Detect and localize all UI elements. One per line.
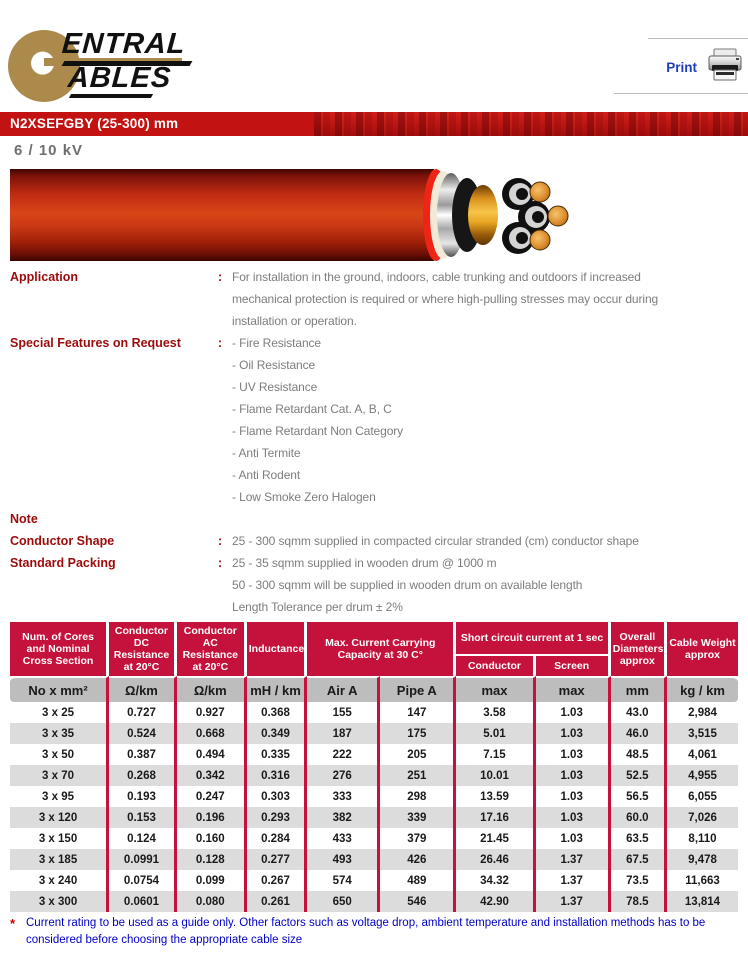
application-section bbox=[10, 266, 740, 332]
table-cell: 13.59 bbox=[456, 786, 535, 807]
table-cell: 0.124 bbox=[109, 828, 177, 849]
table-cell: 1.37 bbox=[536, 891, 611, 912]
feature-item: - Anti Termite bbox=[232, 446, 301, 460]
table-cell: 0.193 bbox=[109, 786, 177, 807]
col-header-ac-resistance: Conductor AC Resistance at 20°C bbox=[177, 622, 247, 676]
col-header-max-current: Max. Current Carrying Capacity at 30 C° bbox=[307, 622, 456, 676]
table-cell: 0.668 bbox=[177, 723, 247, 744]
table-cell: 433 bbox=[307, 828, 380, 849]
application-line: For installation in the ground, indoors, cable trunking and outdoors if increased bbox=[232, 270, 641, 284]
note-label: Note bbox=[10, 512, 38, 526]
product-title: N2XSEFGBY (25-300) mm bbox=[10, 116, 179, 131]
special-features-label: Special Features on Request bbox=[10, 336, 181, 350]
table-cell: 0.316 bbox=[247, 765, 307, 786]
table-row bbox=[10, 849, 738, 870]
table-cell: 0.128 bbox=[177, 849, 247, 870]
table-cell: 0.335 bbox=[247, 744, 307, 765]
feature-item: - UV Resistance bbox=[232, 380, 318, 394]
subheader-conductor: Conductor bbox=[456, 656, 535, 676]
table-cell: 0.247 bbox=[177, 786, 247, 807]
table-cell: 650 bbox=[307, 891, 380, 912]
table-cell: 8,110 bbox=[667, 828, 738, 849]
table-cell: 0.387 bbox=[109, 744, 177, 765]
unit-cell: mH / km bbox=[247, 676, 307, 702]
table-row bbox=[10, 702, 738, 723]
standard-packing-label: Standard Packing bbox=[10, 556, 116, 570]
colon: : bbox=[218, 270, 223, 284]
table-row bbox=[10, 870, 738, 891]
col-header-cable-weight: Cable Weight approx bbox=[667, 622, 738, 676]
table-cell: 3 x 300 bbox=[10, 891, 109, 912]
table-cell: 42.90 bbox=[456, 891, 535, 912]
printer-icon bbox=[706, 48, 744, 87]
subheader-screen: Screen bbox=[536, 656, 611, 676]
table-cell: 0.261 bbox=[247, 891, 307, 912]
spec-sections bbox=[10, 266, 740, 618]
table-row bbox=[10, 828, 738, 849]
logo-text-ables: ABLES bbox=[66, 62, 173, 94]
table-cell: 73.5 bbox=[611, 870, 667, 891]
units-row bbox=[10, 676, 738, 702]
application-text bbox=[232, 266, 740, 332]
feature-item: - Flame Retardant Cat. A, B, C bbox=[232, 402, 392, 416]
table-cell: 7.15 bbox=[456, 744, 535, 765]
table-cell: 56.5 bbox=[611, 786, 667, 807]
table-cell: 1.03 bbox=[536, 807, 611, 828]
table-cell: 1.03 bbox=[536, 702, 611, 723]
table-cell: 0.293 bbox=[247, 807, 307, 828]
col-header-dc-resistance: Conductor DC Resistance at 20°C bbox=[109, 622, 177, 676]
colon: : bbox=[218, 556, 223, 570]
table-cell: 0.284 bbox=[247, 828, 307, 849]
table-cell: 67.5 bbox=[611, 849, 667, 870]
unit-cell: max bbox=[456, 676, 535, 702]
table-cell: 52.5 bbox=[611, 765, 667, 786]
table-cell: 3 x 35 bbox=[10, 723, 109, 744]
table-cell: 222 bbox=[307, 744, 380, 765]
table-cell: 493 bbox=[307, 849, 380, 870]
table-cell: 3 x 120 bbox=[10, 807, 109, 828]
table-cell: 0.727 bbox=[109, 702, 177, 723]
table-cell: 339 bbox=[380, 807, 456, 828]
cable-data-table bbox=[10, 622, 738, 912]
colon: : bbox=[218, 534, 223, 548]
table-cell: 382 bbox=[307, 807, 380, 828]
table-cell: 6,055 bbox=[667, 786, 738, 807]
table-cell: 3.58 bbox=[456, 702, 535, 723]
feature-item: - Fire Resistance bbox=[232, 336, 321, 350]
application-line: installation or operation. bbox=[232, 314, 357, 328]
table-row bbox=[10, 786, 738, 807]
feature-item: - Low Smoke Zero Halogen bbox=[232, 490, 376, 504]
table-cell: 4,061 bbox=[667, 744, 738, 765]
colon: : bbox=[218, 336, 223, 350]
logo-underline-2 bbox=[69, 94, 153, 98]
unit-cell: kg / km bbox=[667, 676, 738, 702]
unit-cell: Ω/km bbox=[177, 676, 247, 702]
table-row bbox=[10, 765, 738, 786]
table-cell: 43.0 bbox=[611, 702, 667, 723]
table-cell: 9,478 bbox=[667, 849, 738, 870]
table-cell: 3 x 240 bbox=[10, 870, 109, 891]
table-cell: 0.153 bbox=[109, 807, 177, 828]
packing-line: 25 - 35 sqmm supplied in wooden drum @ 1000 m bbox=[232, 556, 497, 570]
footnote-text bbox=[26, 915, 736, 949]
feature-item: - Flame Retardant Non Category bbox=[232, 424, 404, 438]
table-cell: 7,026 bbox=[667, 807, 738, 828]
table-cell: 3 x 150 bbox=[10, 828, 109, 849]
table-row bbox=[10, 891, 738, 912]
table-body bbox=[10, 702, 738, 912]
table-cell: 546 bbox=[380, 891, 456, 912]
table-cell: 2,984 bbox=[667, 702, 738, 723]
standard-packing-text bbox=[232, 552, 740, 618]
table-cell: 1.03 bbox=[536, 786, 611, 807]
conductor-shape-section bbox=[10, 530, 740, 552]
feature-item: - Oil Resistance bbox=[232, 358, 316, 372]
packing-line: Length Tolerance per drum ± 2% bbox=[232, 600, 403, 614]
table-cell: 63.5 bbox=[611, 828, 667, 849]
table-cell: 426 bbox=[380, 849, 456, 870]
table-cell: 1.03 bbox=[536, 723, 611, 744]
table-cell: 3 x 70 bbox=[10, 765, 109, 786]
print-button-label: Print bbox=[666, 60, 697, 75]
company-logo bbox=[8, 28, 218, 102]
feature-item: - Anti Rodent bbox=[232, 468, 301, 482]
table-cell: 0.0991 bbox=[109, 849, 177, 870]
table-cell: 0.160 bbox=[177, 828, 247, 849]
packing-line: 50 - 300 sqmm will be supplied in wooden drum on available length bbox=[232, 578, 583, 592]
table-cell: 3 x 25 bbox=[10, 702, 109, 723]
col-header-overall-diameter: Overall Diameters approx bbox=[611, 622, 667, 676]
product-title-bar bbox=[0, 112, 748, 136]
table-cell: 0.268 bbox=[109, 765, 177, 786]
table-cell: 34.32 bbox=[456, 870, 535, 891]
table-cell: 0.080 bbox=[177, 891, 247, 912]
table-cell: 3 x 185 bbox=[10, 849, 109, 870]
print-button[interactable] bbox=[666, 48, 744, 87]
footnote-line: considered before choosing the appropriate cable size bbox=[26, 934, 303, 946]
table-cell: 175 bbox=[380, 723, 456, 744]
col-header-inductance: Inductance bbox=[247, 622, 307, 676]
special-features-section bbox=[10, 332, 740, 508]
table-cell: 0.303 bbox=[247, 786, 307, 807]
unit-cell: No x mm² bbox=[10, 676, 109, 702]
table-cell: 0.196 bbox=[177, 807, 247, 828]
table-cell: 21.45 bbox=[456, 828, 535, 849]
table-cell: 0.927 bbox=[177, 702, 247, 723]
conductor-shape-text bbox=[232, 530, 740, 552]
table-cell: 251 bbox=[380, 765, 456, 786]
table-cell: 11,663 bbox=[667, 870, 738, 891]
cable-cross-section-image bbox=[10, 167, 588, 263]
note-section bbox=[10, 508, 740, 530]
table-cell: 46.0 bbox=[611, 723, 667, 744]
footnote bbox=[10, 915, 736, 949]
table-cell: 1.03 bbox=[536, 765, 611, 786]
table-cell: 0.494 bbox=[177, 744, 247, 765]
standard-packing-section bbox=[10, 552, 740, 618]
table-cell: 1.03 bbox=[536, 744, 611, 765]
table-cell: 574 bbox=[307, 870, 380, 891]
footnote-asterisk: * bbox=[10, 916, 16, 931]
table-cell: 1.37 bbox=[536, 849, 611, 870]
col-header-cores: Num. of Cores and Nominal Cross Section bbox=[10, 622, 109, 676]
table-cell: 0.267 bbox=[247, 870, 307, 891]
table-cell: 0.349 bbox=[247, 723, 307, 744]
table-row bbox=[10, 723, 738, 744]
application-label: Application bbox=[10, 270, 79, 284]
print-box-bottom-rule bbox=[614, 93, 748, 94]
table-cell: 3,515 bbox=[667, 723, 738, 744]
table-cell: 4,955 bbox=[667, 765, 738, 786]
print-box-top-rule bbox=[648, 38, 748, 39]
application-line: mechanical protection is required or where high-pulling stresses may occur during bbox=[232, 292, 659, 306]
table-cell: 205 bbox=[380, 744, 456, 765]
table-cell: 0.0754 bbox=[109, 870, 177, 891]
table-cell: 155 bbox=[307, 702, 380, 723]
table-cell: 379 bbox=[380, 828, 456, 849]
unit-cell: Ω/km bbox=[109, 676, 177, 702]
table-cell: 0.099 bbox=[177, 870, 247, 891]
table-cell: 489 bbox=[380, 870, 456, 891]
table-cell: 48.5 bbox=[611, 744, 667, 765]
table-cell: 5.01 bbox=[456, 723, 535, 744]
table-row bbox=[10, 744, 738, 765]
table-cell: 26.46 bbox=[456, 849, 535, 870]
table-cell: 3 x 50 bbox=[10, 744, 109, 765]
col-header-short-circuit: Short circuit current at 1 sec bbox=[456, 622, 610, 656]
voltage-rating: 6 / 10 kV bbox=[14, 142, 84, 159]
special-features-list bbox=[232, 332, 740, 508]
table-cell: 0.368 bbox=[247, 702, 307, 723]
table-cell: 13,814 bbox=[667, 891, 738, 912]
table-row bbox=[10, 807, 738, 828]
table-cell: 17.16 bbox=[456, 807, 535, 828]
table-cell: 147 bbox=[380, 702, 456, 723]
table-cell: 0.342 bbox=[177, 765, 247, 786]
table-cell: 276 bbox=[307, 765, 380, 786]
unit-cell: mm bbox=[611, 676, 667, 702]
unit-cell: Pipe A bbox=[380, 676, 456, 702]
table-cell: 187 bbox=[307, 723, 380, 744]
table-cell: 1.37 bbox=[536, 870, 611, 891]
table-cell: 0.277 bbox=[247, 849, 307, 870]
table-cell: 78.5 bbox=[611, 891, 667, 912]
unit-cell: max bbox=[536, 676, 611, 702]
footnote-line: Current rating to be used as a guide only. Other factors such as voltage drop, ambient temperature and installation methods has to be bbox=[26, 917, 706, 929]
table-cell: 60.0 bbox=[611, 807, 667, 828]
table-cell: 333 bbox=[307, 786, 380, 807]
unit-cell: Air A bbox=[307, 676, 380, 702]
table-cell: 0.524 bbox=[109, 723, 177, 744]
table-cell: 298 bbox=[380, 786, 456, 807]
table-cell: 0.0601 bbox=[109, 891, 177, 912]
conductor-shape-line: 25 - 300 sqmm supplied in compacted circular stranded (cm) conductor shape bbox=[232, 534, 639, 548]
table-cell: 10.01 bbox=[456, 765, 535, 786]
conductor-shape-label: Conductor Shape bbox=[10, 534, 115, 548]
table-cell: 3 x 95 bbox=[10, 786, 109, 807]
logo-text-entral: ENTRAL bbox=[60, 28, 187, 60]
table-cell: 1.03 bbox=[536, 828, 611, 849]
